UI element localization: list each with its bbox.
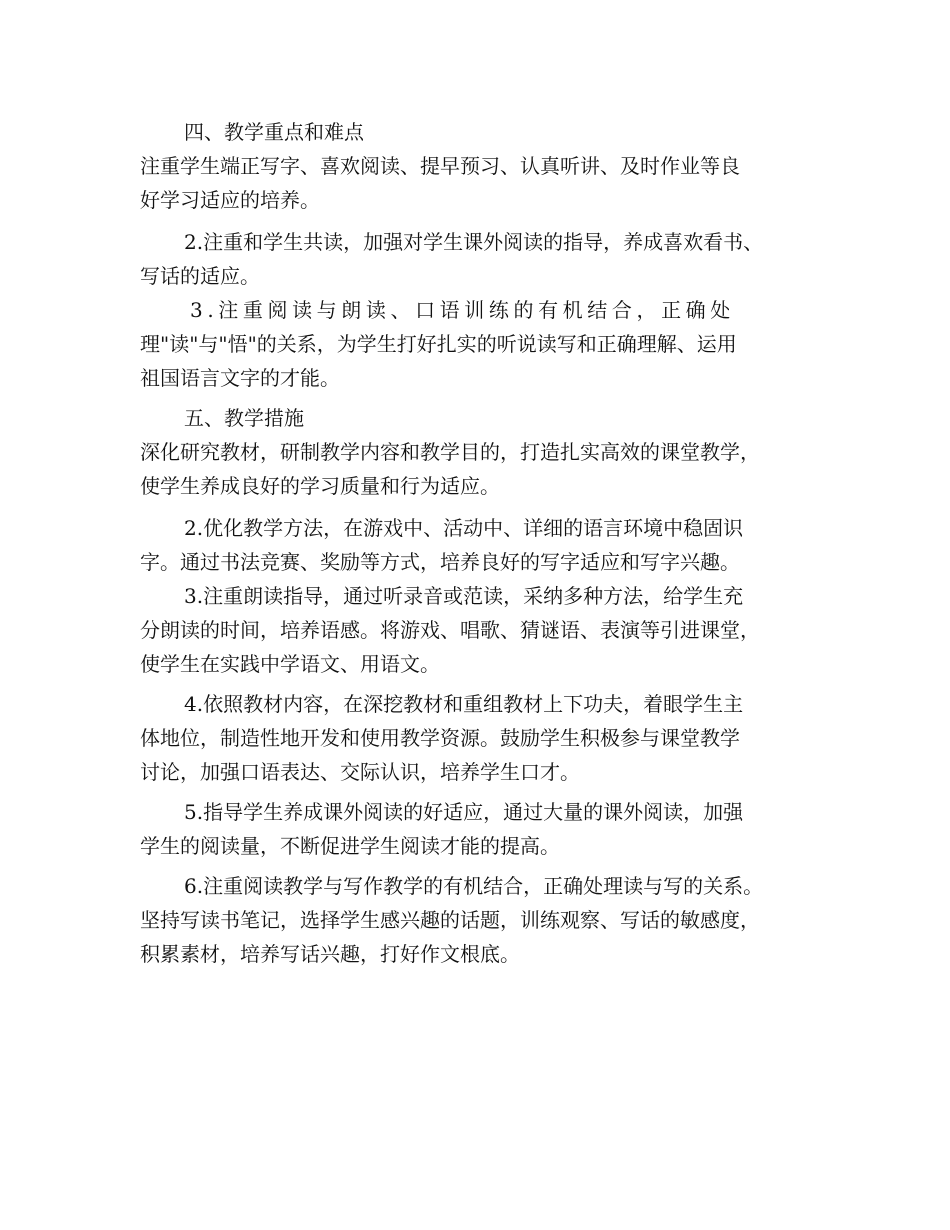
paragraph-line: 写话的适应。 <box>140 264 260 288</box>
paragraph-line: 分朗读的时间，培养语感。将游戏、唱歌、猜谜语、表演等引进课堂， <box>140 618 760 642</box>
paragraph-line: 6.注重阅读教学与写作教学的有机结合，正确处理读与写的关系。 <box>184 874 764 898</box>
paragraph-line: 5.指导学生养成课外阅读的好适应，通过大量的课外阅读，加强 <box>184 800 744 824</box>
paragraph-line: 注重学生端正写字、喜欢阅读、提早预习、认真听讲、及时作业等良 <box>140 154 740 178</box>
paragraph-line: 字。通过书法竞赛、奖励等方式，培养良好的写字适应和写字兴趣。 <box>140 550 740 574</box>
paragraph-line: 4.依照教材内容，在深挖教材和重组教材上下功夫，着眼学生主 <box>184 692 744 716</box>
paragraph-line: 讨论，加强口语表达、交际认识，培养学生口才。 <box>140 760 580 784</box>
paragraph-line: 祖国语言文字的才能。 <box>140 366 340 390</box>
paragraph-line: 使学生在实践中学语文、用语文。 <box>140 652 440 676</box>
paragraph-line: 理"读"与"悟"的关系，为学生打好扎实的听说读写和正确理解、运用 <box>140 332 737 356</box>
paragraph-line: 深化研究教材，研制教学内容和教学目的，打造扎实高效的课堂教学， <box>140 440 760 464</box>
paragraph-line: 积累素材，培养写话兴趣，打好作文根底。 <box>140 942 520 966</box>
paragraph-line: 2.注重和学生共读，加强对学生课外阅读的指导，养成喜欢看书、 <box>184 230 764 254</box>
paragraph-line: 好学习适应的培养。 <box>140 188 320 212</box>
paragraph-line: 体地位，制造性地开发和使用教学资源。鼓励学生积极参与课堂教学 <box>140 726 740 750</box>
paragraph-line: 3.注重朗读指导，通过听录音或范读，采纳多种方法，给学生充 <box>184 584 744 608</box>
section-heading-5: 五、教学措施 <box>184 406 304 430</box>
paragraph-line: 2.优化教学方法，在游戏中、活动中、详细的语言环境中稳固识 <box>184 516 744 540</box>
paragraph-line: 学生的阅读量，不断促进学生阅读才能的提高。 <box>140 834 560 858</box>
paragraph-line: 坚持写读书笔记，选择学生感兴趣的话题，训练观察、写话的敏感度， <box>140 908 760 932</box>
paragraph-line: 使学生养成良好的学习质量和行为适应。 <box>140 474 500 498</box>
section-heading-4: 四、教学重点和难点 <box>184 120 364 144</box>
paragraph-line: 3.注重阅读与朗读、口语训练的有机结合，正确处 <box>190 298 735 322</box>
